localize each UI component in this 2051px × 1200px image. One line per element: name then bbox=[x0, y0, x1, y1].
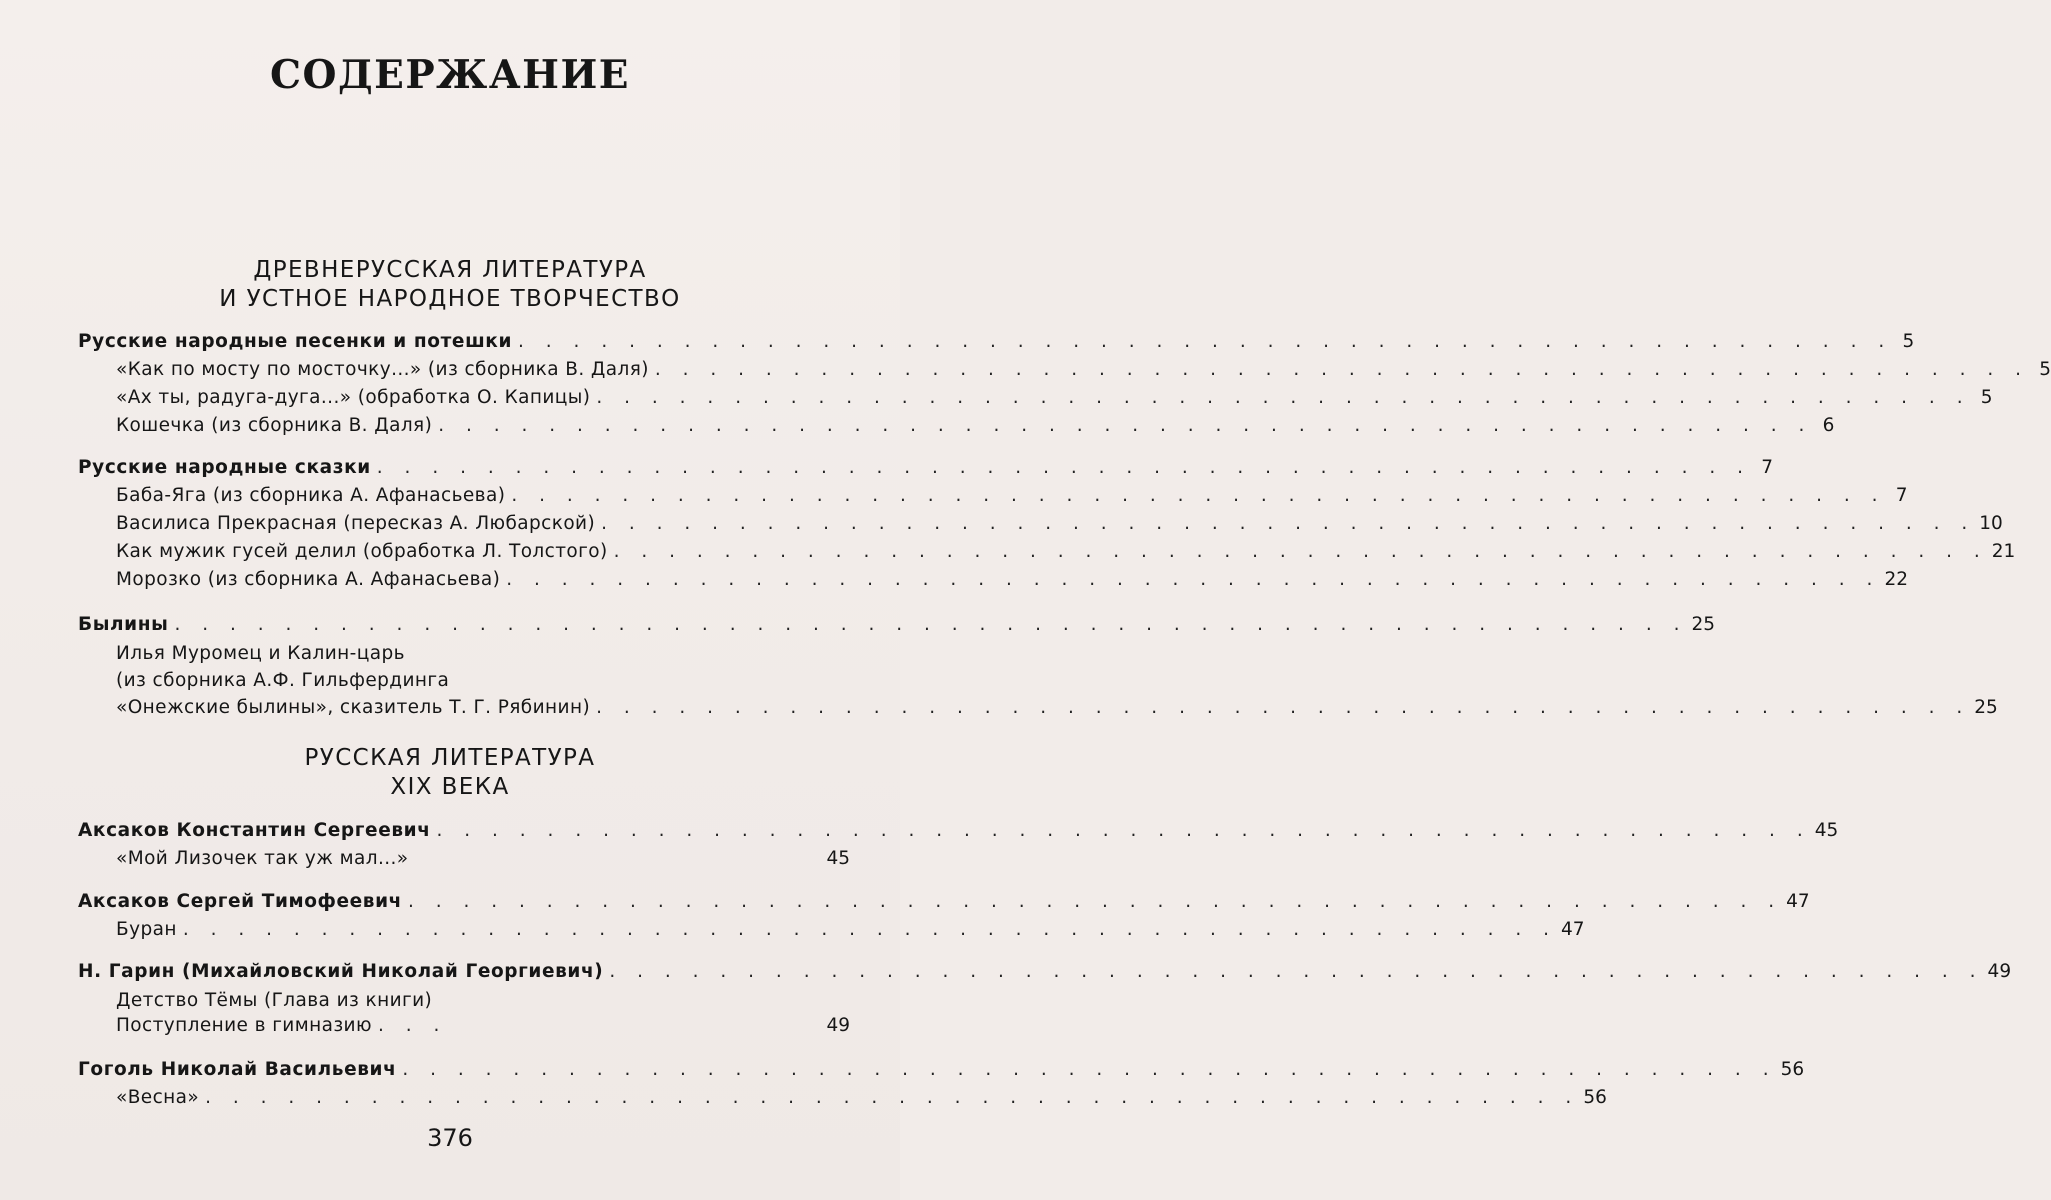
page-title: СОДЕРЖАНИЕ bbox=[269, 52, 631, 98]
toc-page-number: 5 bbox=[1980, 387, 1993, 408]
toc-entry-title: Василиса Прекрасная (пересказ А. Любарской) bbox=[116, 513, 596, 534]
toc-entry-title: «Как по мосту по мосточку...» (из сборника В. Даля) bbox=[116, 359, 649, 380]
toc-entry-ilya[interactable] bbox=[116, 692, 1998, 724]
toc-entry-title: Былины bbox=[78, 614, 169, 635]
toc-page-number: 7 bbox=[1895, 485, 1908, 506]
leader-dots: . . . . . . . . . . . . . . . . . . . . . . . . . . . . . . . . . . . . . . . . . . . . . . . . . . bbox=[596, 697, 1971, 718]
leader-dots: . . . . . . . . . . . . . . . . . . . . . . . . . . . . . . . . . . . . . . . . . . . . . . . . . . bbox=[205, 1087, 1580, 1108]
toc-entry-title: «Мой Лизочек так уж мал...» bbox=[116, 848, 409, 869]
leader-dots: . . . . . . . . . . . . . . . . . . . . . . . . . . . . . . . . . . . . . . . . . . . . . . . . . . bbox=[601, 513, 1976, 534]
leader-dots: . . . . . . . . . . . . . . . . . . . . . . . . . . . . . . . . . . . . . . . . . . . . . . . . . . bbox=[654, 359, 2030, 380]
toc-entry-morozko[interactable] bbox=[116, 564, 1908, 596]
toc-entry-ilya-line: Илья Муромец и Калин-царь bbox=[116, 643, 405, 664]
toc-page-number: 47 bbox=[1786, 891, 1810, 912]
toc-entry-koshechka[interactable] bbox=[116, 410, 1835, 442]
leader-dots: . . . . . . . . . . . . . . . . . . . . . . . . . . . . . . . . . . . . . . . . . . . . . . . . . . . . . . . bbox=[174, 614, 1688, 635]
toc-entry-title: «Ах ты, радуга-дуга...» (обработка О. Капицы) bbox=[116, 387, 591, 408]
toc-page-number: 56 bbox=[1583, 1087, 1607, 1108]
section-heading-line: ДРЕВНЕРУССКАЯ ЛИТЕРАТУРА bbox=[253, 257, 647, 283]
section-heading-line: И УСТНОЕ НАРОДНОЕ ТВОРЧЕСТВО bbox=[219, 286, 681, 312]
toc-page-number: 47 bbox=[1561, 919, 1585, 940]
section-heading-line: РУССКАЯ ЛИТЕРАТУРА bbox=[304, 745, 596, 771]
toc-page-number: 5 bbox=[2039, 359, 2051, 380]
toc-entry-lizochek[interactable] bbox=[116, 843, 850, 875]
toc-entry-title: Буран bbox=[116, 919, 177, 940]
toc-entry-detstvo[interactable] bbox=[116, 1010, 850, 1042]
toc-entry-title: Кошечка (из сборника В. Даля) bbox=[116, 415, 433, 436]
toc-entry-garin[interactable] bbox=[78, 956, 2012, 988]
toc-entry-buran[interactable] bbox=[116, 914, 1585, 946]
toc-entry-title: Русские народные сказки bbox=[78, 457, 371, 478]
leader-dots: . . . . . . . . . . . . . . . . . . . . . . . . . . . . . . . . . . . . . . . . . . . . . . . . . . bbox=[436, 820, 1811, 841]
toc-entry-title: Аксаков Константин Сергеевич bbox=[78, 820, 431, 841]
leader-dots: . . . . . . . . . . . . . . . . . . . . . . . . . . . . . . . . . . . . . . . . . . . . . . . . . . bbox=[407, 891, 1783, 912]
toc-page-number: 56 bbox=[1780, 1059, 1805, 1080]
toc-page-number: 7 bbox=[1761, 457, 1773, 478]
toc-page-number: 6 bbox=[1822, 415, 1835, 436]
toc-page-number: 5 bbox=[1902, 331, 1915, 352]
toc-page-number: 21 bbox=[1991, 541, 2016, 562]
toc-page-number: 45 bbox=[826, 848, 850, 869]
leader-dots: . . . . . . . . . . . . . . . . . . . . . . . . . . . . . . . . . . . . . . . . . . . . . . . . . . bbox=[182, 919, 1558, 940]
toc-page-number: 22 bbox=[1884, 569, 1908, 590]
leader-dots: . . . . . . . . . . . . . . . . . . . . . . . . . . . . . . . . . . . . . . . . . . . . . . . . . . bbox=[506, 569, 1881, 590]
toc-page-number: 49 bbox=[1987, 961, 2012, 982]
toc-entry-title: Н. Гарин (Михайловский Николай Георгиевич) bbox=[78, 961, 604, 982]
leader-dots: . . . . . . . . . . . . . . . . . . . . . . . . . . . . . . . . . . . . . . . . . . . . . . . . . . bbox=[613, 541, 1988, 562]
leader-dots: . . . . . . . . . . . . . . . . . . . . . . . . . . . . . . . . . . . . . . . . . . . . . . . . . . bbox=[518, 331, 1893, 352]
toc-entry-detstvo-line: Детство Тёмы (Глава из книги) bbox=[116, 990, 433, 1011]
toc-entry-title: Русские народные песенки и потешки bbox=[78, 331, 513, 352]
toc-entry-title: Морозко (из сборника А. Афанасьева) bbox=[116, 569, 501, 590]
toc-page-number: 25 bbox=[1974, 697, 1998, 718]
toc-entry-vesna[interactable] bbox=[116, 1082, 1607, 1114]
toc-entry-title: Баба-Яга (из сборника А. Афанасьева) bbox=[116, 485, 506, 506]
leader-dots: . . . bbox=[377, 1015, 448, 1036]
toc-entry-title: Как мужик гусей делил (обработка Л. Толстого) bbox=[116, 541, 608, 562]
toc-page-number: 45 bbox=[1814, 820, 1839, 841]
leader-dots: . . . . . . . . . . . . . . . . . . . . . . . . . . . . . . . . . . . . . . . . . . . . . . . . . . bbox=[402, 1059, 1777, 1080]
toc-entry-title: Аксаков Сергей Тимофеевич bbox=[78, 891, 402, 912]
toc-entry-byliny[interactable] bbox=[78, 609, 1716, 641]
section-heading-19th-century bbox=[0, 744, 900, 802]
toc-entry-title: «Онежские былины», сказитель Т. Г. Рябинин) bbox=[116, 697, 591, 718]
section-heading-old-russian bbox=[0, 256, 900, 314]
toc-entry-title: Гоголь Николай Васильевич bbox=[78, 1059, 397, 1080]
page-number: 376 bbox=[427, 1124, 473, 1152]
leader-dots: . . . . . . . . . . . . . . . . . . . . . . . . . . . . . . . . . . . . . . . . . . . . . . . . . . bbox=[376, 457, 1751, 478]
toc-entry-title: «Весна» bbox=[116, 1087, 200, 1108]
leader-dots: . . . . . . . . . . . . . . . . . . . . . . . . . . . . . . . . . . . . . . . . . . . . . . . . . . bbox=[596, 387, 1971, 408]
leader-dots: . . . . . . . . . . . . . . . . . . . . . . . . . . . . . . . . . . . . . . . . . . . . . . . . . . bbox=[438, 415, 1813, 436]
leader-dots: . . . . . . . . . . . . . . . . . . . . . . . . . . . . . . . . . . . . . . . . . . . . . . . . . . bbox=[609, 961, 1984, 982]
toc-page-number: 49 bbox=[826, 1015, 850, 1036]
section-heading-line: XIX ВЕКА bbox=[390, 774, 510, 800]
toc-entry-title: Поступление в гимназию bbox=[116, 1015, 372, 1036]
toc-page-number: 25 bbox=[1691, 614, 1716, 635]
leader-dots: . . . . . . . . . . . . . . . . . . . . . . . . . . . . . . . . . . . . . . . . . . . . . . . . . . bbox=[511, 485, 1886, 506]
toc-entry-ilya-line: (из сборника А.Ф. Гильфердинга bbox=[116, 670, 450, 691]
toc-page-number: 10 bbox=[1979, 513, 2003, 534]
